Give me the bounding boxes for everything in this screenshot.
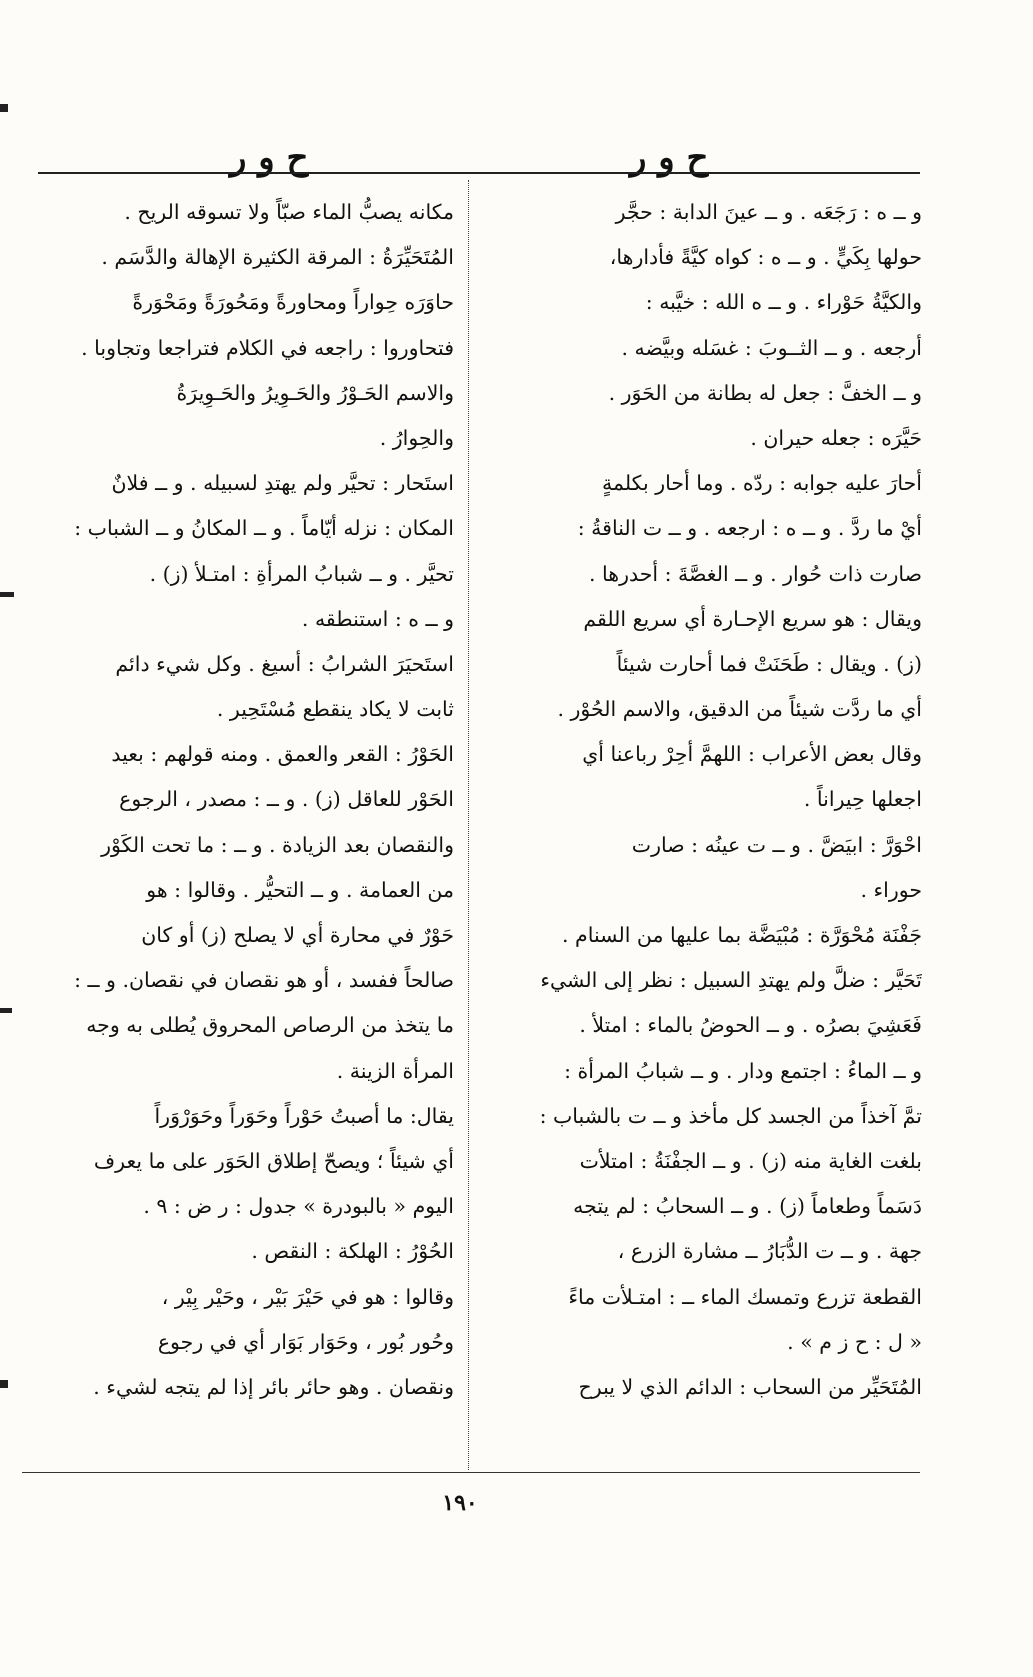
text-line: والنقصان بعد الزيادة . و ــ : ما تحت الكَوْر: [101, 832, 454, 857]
text-line: ثابت لا يكاد ينقطع مُسْتَحِير .: [216, 697, 454, 722]
text-line: فَعَشِيَ بصرُه . و ــ الحوضُ بالماء : امتلأ .: [579, 1013, 922, 1038]
text-line: « ل : ح ز م » .: [787, 1329, 922, 1354]
text-line: الحُوْرُ : الهلكة : النقص .: [251, 1239, 454, 1264]
page-number: ١٩٠: [442, 1490, 478, 1516]
text-line: فتحاوروا : راجعه في الكلام فتراجعا وتجاوبا .: [81, 335, 454, 360]
text-line: اجعلها حِيراناً .: [803, 787, 922, 812]
text-line: وقال بعض الأعراب : اللهمَّ أحِرْ رباعنا أي: [582, 742, 922, 767]
text-line: ونقصان . وهو حائر بائر إذا لم يتجه لشيء .: [93, 1374, 454, 1399]
margin-mark: [0, 104, 8, 112]
text-line: جَفْنَة مُحْوَرَّة : مُبْيَضَّة بما عليها من السنام .: [562, 923, 922, 947]
header-right-root: ح و ر: [630, 138, 709, 178]
footer-rule: [22, 1472, 920, 1473]
text-line: وقالوا : هو في حَيْرَ بَيْر ، وحَيْر بِيْر ،: [161, 1284, 454, 1309]
text-line: المُتَحَيِّر من السحاب : الدائم الذي لا يبرح: [578, 1374, 922, 1399]
text-line: دَسَماً وطعاماً (ز) . و ــ السحابُ : لم يتجه: [573, 1194, 922, 1219]
text-line: صارت ذات حُوار . و ــ الغصَّةَ : أحدرها .: [588, 561, 922, 586]
text-line: مكانه يصبُّ الماء صبّاً ولا تسوقه الريح .: [124, 200, 454, 224]
header-left-root: ح و ر: [230, 138, 309, 178]
text-line: استَحيَرَ الشرابُ : أسيغ . وكل شيء دائم: [115, 651, 454, 676]
text-line: الحَوْرُ : القعر والعمق . ومنه قولهم : بعيد: [111, 742, 454, 767]
text-line: تحيَّر . و ــ شبابُ المرأةِ : امتـلأ (ز) .: [149, 561, 454, 586]
header-rule: [38, 172, 920, 174]
text-line: حاوَرَه حِواراً ومحاورةً ومَحُورَةً ومَحْوَرةً: [132, 290, 454, 315]
margin-mark: [0, 1008, 12, 1013]
text-line: استَحار : تحيَّر ولم يهتدِ لسبيله . و ــ فلانٌ: [111, 471, 454, 496]
text-line: أحارَ عليه جوابه : ردّه . وما أحار بكلمةٍ: [602, 471, 922, 496]
left-column: [22, 190, 454, 1410]
right-column: [490, 190, 922, 1410]
text-line: والحِوارُ .: [379, 425, 454, 450]
text-line: وحُور بُور ، وحَوَار بَوَار أي في رجوع: [157, 1329, 454, 1354]
text-line: و ــ ه : رَجَعَه . و ــ عينَ الدابة : حجَّر: [615, 200, 922, 224]
text-line: صالحاً ففسد ، أو هو نقصان في نقصان. و ــ :: [74, 968, 454, 993]
text-line: القطعة تزرع وتمسك الماء ــ : امتـلأت ماءً: [568, 1284, 922, 1309]
text-line: و ــ الماءُ : اجتمع ودار . و ــ شبابُ المرأة :: [564, 1058, 922, 1083]
text-line: أي ما ردَّت شيئاً من الدقيق، والاسم الحُوْر .: [557, 697, 922, 722]
text-line: أي شيئاً ؛ ويصحّ إطلاق الحَوَر على ما يعرف: [93, 1148, 454, 1173]
text-line: (ز) . ويقال : طَحَنَتْ فما أحارت شيئاً: [616, 651, 922, 676]
column-divider: [468, 180, 469, 1470]
margin-mark: [0, 592, 14, 597]
text-line: جهة . و ــ ت الدُّبَارُ ــ مشارة الزرع ،: [617, 1239, 922, 1264]
text-line: ما يتخذ من الرصاص المحروق يُطلى به وجه: [86, 1013, 454, 1038]
text-line: تَحَيَّر : ضلَّ ولم يهتدِ السبيل : نظر إلى الشيء: [540, 968, 922, 993]
text-line: والكيَّةُ حَوْراء . و ــ ه الله : خيَّبه :: [645, 290, 922, 315]
text-line: أرجعه . و ــ الثــوبَ : غسَله وبيَّضه .: [621, 335, 922, 360]
text-line: حولها بِكَيٍّ . و ــ ه : كواه كيَّةً فأدارها،: [609, 245, 922, 270]
text-line: بلغت الغاية منه (ز) . و ــ الجفْنَةُ : امتلأت: [579, 1148, 922, 1173]
text-line: احْوَرَّ : ابيَضَّ . و ــ ت عينُه : صارت: [631, 832, 922, 857]
text-line: حَوْرٌ في محارة أي لا يصلح (ز) أو كان: [141, 923, 454, 947]
text-line: أيْ ما ردَّ . و ــ ه : ارجعه . و ــ ت الناقةُ :: [577, 516, 922, 541]
text-line: المكان : نزله أيّاماً . و ــ المكانُ و ــ الشباب :: [74, 516, 454, 541]
text-line: الحَوْر للعاقل (ز) . و ــ : مصدر ، الرجوع: [119, 787, 454, 812]
margin-mark: [0, 1380, 8, 1388]
text-line: من العمامة . و ــ التحيُّر . وقالوا : هو: [146, 877, 454, 902]
text-line: ويقال : هو سريع الإحـارة أي سريع اللقم: [583, 606, 922, 631]
text-line: و ــ ه : استنطقه .: [301, 606, 454, 631]
text-line: المرأة الزينة .: [336, 1058, 454, 1083]
text-line: و ــ الخفَّ : جعل له بطانة من الحَوَر .: [608, 380, 922, 405]
text-line: اليوم « بالبودرة » جدول : ر ض : ٩ .: [143, 1194, 454, 1219]
text-line: والاسم الحَـوْرُ والحَـوِيرُ والحَـوِيرَةُ: [176, 380, 454, 405]
text-line: المُتَحَيِّرَةُ : المرقة الكثيرة الإهالة والدَّسَم .: [101, 245, 454, 270]
text-line: حَيَّرَه : جعله حيران .: [750, 425, 922, 450]
text-line: حوراء .: [860, 877, 922, 902]
text-line: يقال: ما أصبتُ حَوْراً وحَوَراً وحَوَرْوَراً: [154, 1103, 454, 1128]
text-line: تمَّ آخذاً من الجسد كل مأخذ و ــ ت بالشباب :: [539, 1103, 922, 1128]
